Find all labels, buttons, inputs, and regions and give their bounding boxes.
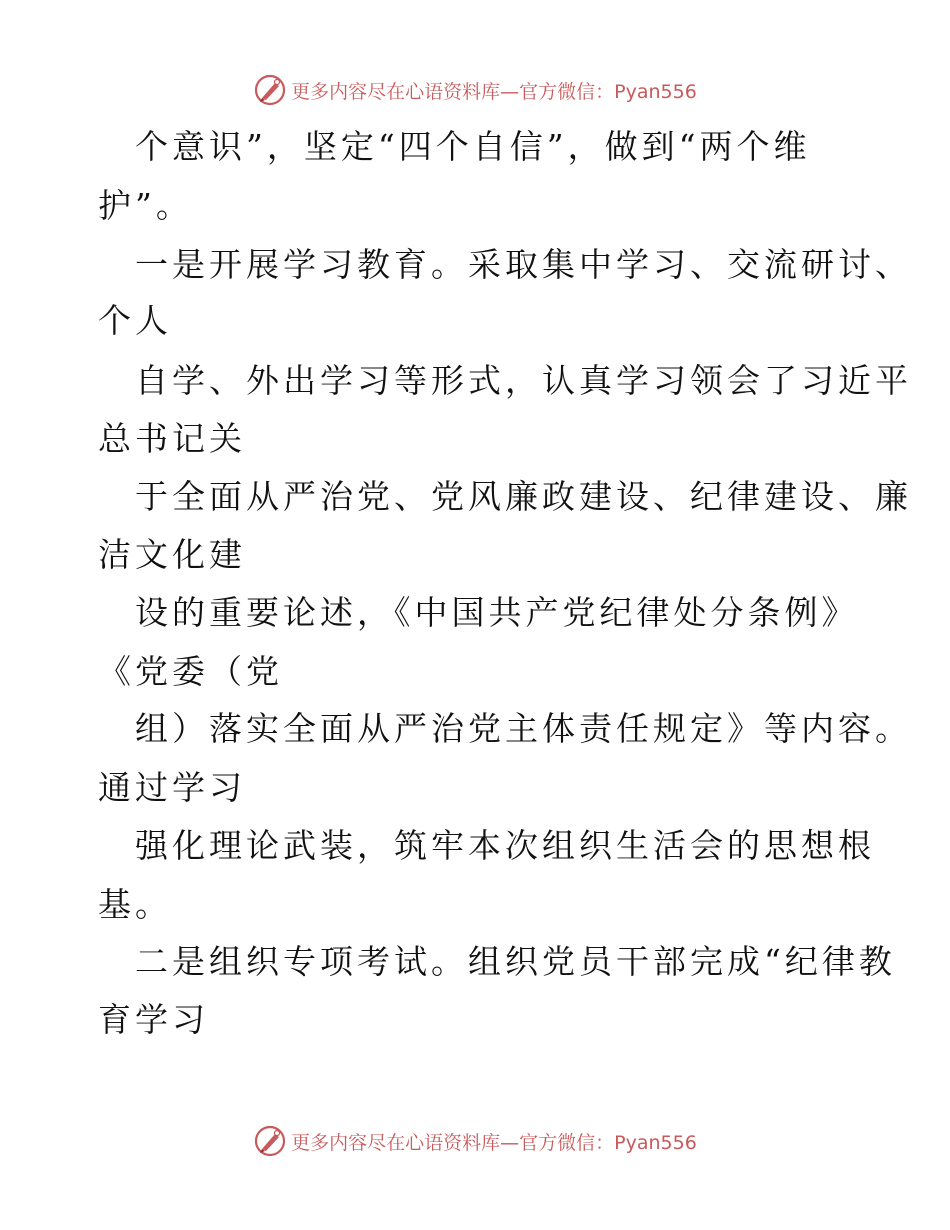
watermark-text: 更多内容尽在心语资料库—官方微信：Pyan556 <box>291 80 697 103</box>
text-line: 基。 <box>98 885 172 924</box>
text-line: 育学习 <box>98 1000 209 1039</box>
text-line: 于全面从严治党、党风廉政建设、纪律建设、廉 <box>135 477 912 516</box>
text-line: 设的重要论述，《中国共产党纪律处分条例》 <box>135 593 859 632</box>
text-line: 总书记关 <box>98 419 246 458</box>
text-line: 洁文化建 <box>98 535 246 574</box>
text-line: 强化理论武装，筑牢本次组织生活会的思想根 <box>135 826 875 865</box>
text-line: 个意识”，坚定“四个自信”，做到“两个维 <box>135 127 811 166</box>
text-line: 一是开展学习教育。采取集中学习、交流研讨、 <box>135 245 912 284</box>
text-line: 个人 <box>98 301 172 340</box>
text-line: 护”。 <box>98 186 193 225</box>
pen-logo-icon <box>253 1124 287 1158</box>
text-line: 通过学习 <box>98 768 246 807</box>
footer-watermark <box>0 1121 950 1161</box>
text-line: 组）落实全面从严治党主体责任规定》等内容。 <box>135 709 912 748</box>
watermark-text: 更多内容尽在心语资料库—官方微信：Pyan556 <box>291 1131 697 1154</box>
text-line: 《党委（党 <box>98 652 283 691</box>
text-line: 自学、外出学习等形式，认真学习领会了习近平 <box>135 361 912 400</box>
text-line: 二是组织专项考试。组织党员干部完成“纪律教 <box>135 942 896 981</box>
